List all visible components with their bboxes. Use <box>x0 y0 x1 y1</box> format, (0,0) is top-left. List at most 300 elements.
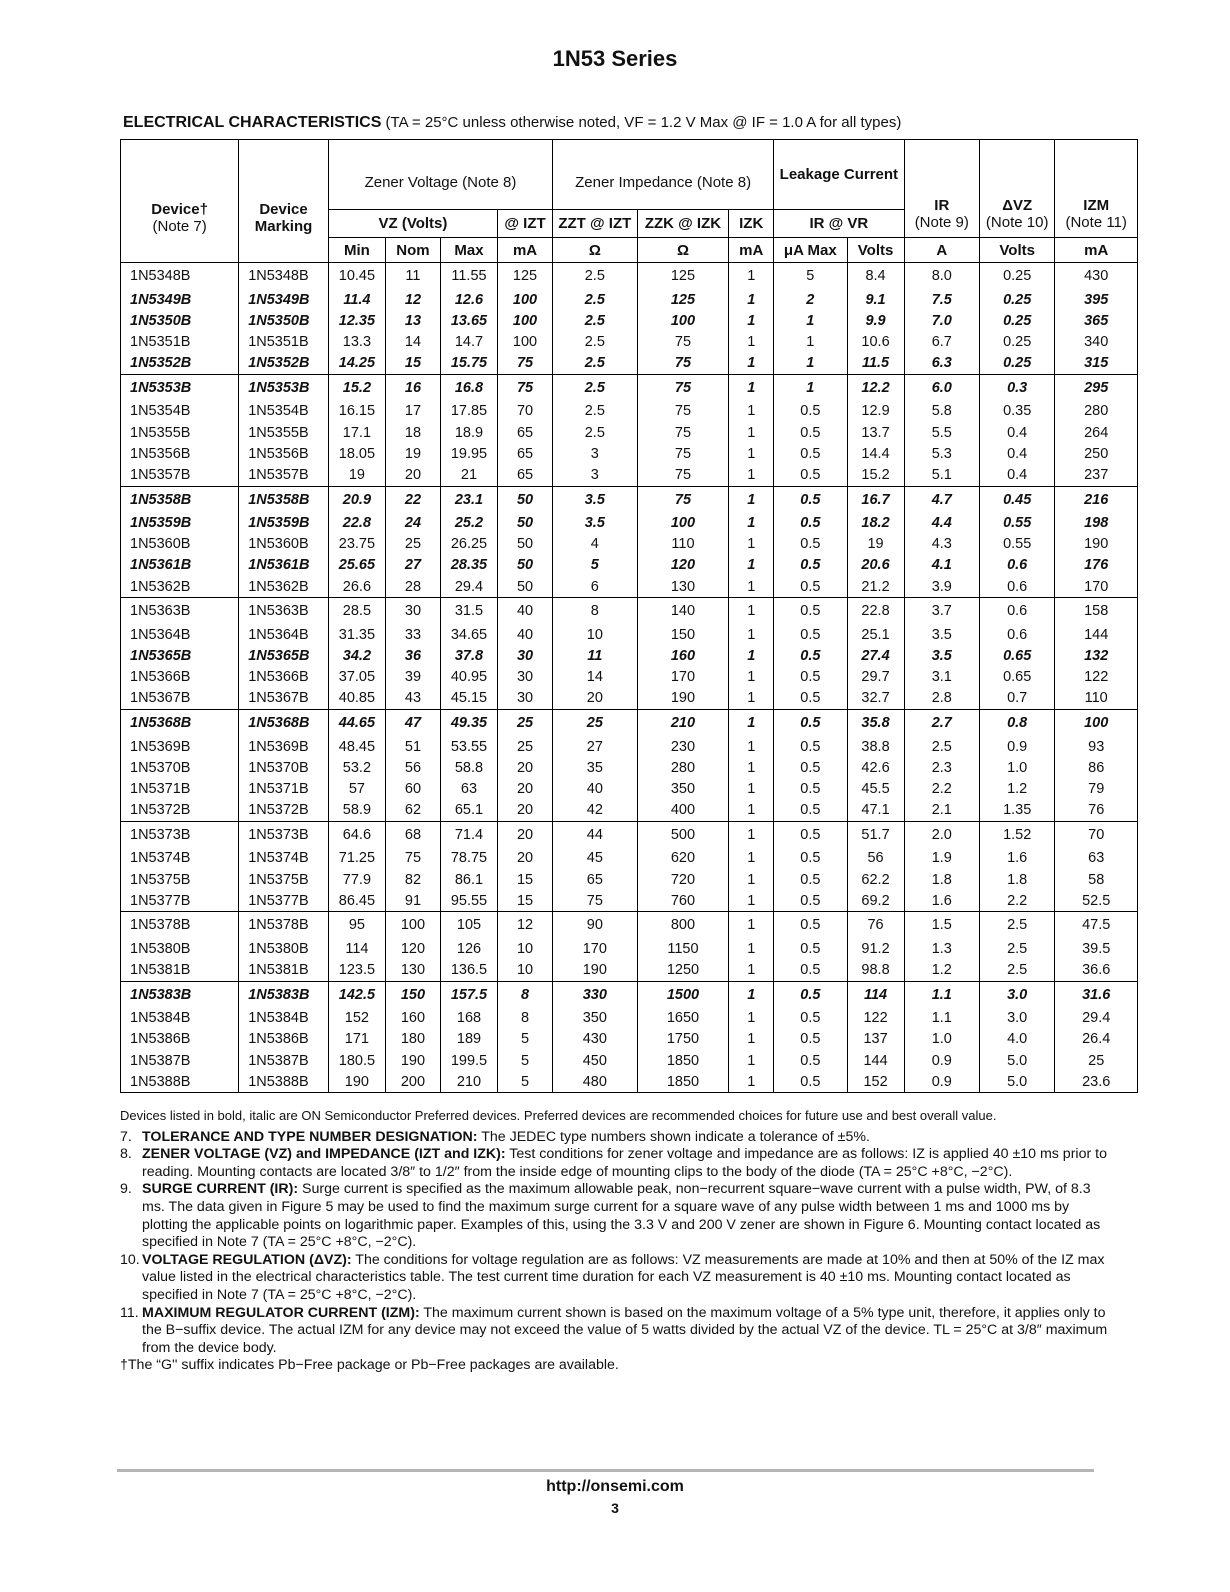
cell-zzt: 2.5 <box>553 331 638 352</box>
cell-zzk: 150 <box>637 624 729 645</box>
cell-device: 1N5356B <box>121 443 239 464</box>
cell-max: 40.95 <box>440 667 497 688</box>
table-row <box>121 353 1138 375</box>
cell-min: 23.75 <box>328 534 385 555</box>
cell-ir: 0.5 <box>774 869 847 890</box>
note-text <box>142 1146 1112 1181</box>
cell-zzt: 44 <box>553 821 638 848</box>
cell-izt: 30 <box>498 667 553 688</box>
cell-zzt: 20 <box>553 688 638 710</box>
cell-vr: 14.4 <box>847 443 904 464</box>
cell-device: 1N5384B <box>121 1008 239 1029</box>
table-row <box>121 800 1138 822</box>
cell-max: 86.1 <box>440 869 497 890</box>
cell-nom: 33 <box>385 624 440 645</box>
cell-zzk: 100 <box>637 310 729 331</box>
cell-izk: 1 <box>729 443 774 464</box>
cell-ir: 0.5 <box>774 464 847 486</box>
cell-zzt: 27 <box>553 736 638 757</box>
cell-zzt: 14 <box>553 667 638 688</box>
cell-nom: 36 <box>385 645 440 666</box>
cell-izm: 23.6 <box>1055 1071 1138 1093</box>
cell-zzt: 2.5 <box>553 289 638 310</box>
cell-zzk: 125 <box>637 263 729 290</box>
cell-min: 71.25 <box>328 848 385 869</box>
cell-nom: 25 <box>385 534 440 555</box>
cell-izt: 100 <box>498 331 553 352</box>
cell-izk: 1 <box>729 912 774 939</box>
cell-vr: 9.9 <box>847 310 904 331</box>
cell-zzt: 3.5 <box>553 513 638 534</box>
table-row <box>121 464 1138 486</box>
cell-device: 1N5380B <box>121 938 239 959</box>
header-dvz: ΔVZ (Note 10) <box>979 140 1054 238</box>
cell-marking: 1N5353B <box>239 374 329 401</box>
cell-zzk: 75 <box>637 443 729 464</box>
cell-irs: 1.3 <box>904 938 979 959</box>
unit-max: Max <box>440 238 497 263</box>
header-device-blank <box>121 238 239 263</box>
cell-irs: 2.0 <box>904 821 979 848</box>
table-row <box>121 778 1138 799</box>
cell-vr: 22.8 <box>847 598 904 625</box>
cell-izm: 198 <box>1055 513 1138 534</box>
header-leakage: Leakage Current <box>774 140 904 210</box>
cell-ir: 0.5 <box>774 667 847 688</box>
cell-nom: 12 <box>385 289 440 310</box>
cell-izt: 50 <box>498 555 553 576</box>
cell-ir: 0.5 <box>774 513 847 534</box>
table-row <box>121 688 1138 710</box>
table-row <box>121 624 1138 645</box>
cell-nom: 82 <box>385 869 440 890</box>
cell-zzk: 75 <box>637 374 729 401</box>
cell-nom: 14 <box>385 331 440 352</box>
cell-zzt: 6 <box>553 576 638 598</box>
cell-dvz: 0.6 <box>979 624 1054 645</box>
cell-vr: 76 <box>847 912 904 939</box>
cell-zzt: 40 <box>553 778 638 799</box>
cell-vr: 91.2 <box>847 938 904 959</box>
cell-izm: 70 <box>1055 821 1138 848</box>
cell-dvz: 2.5 <box>979 938 1054 959</box>
cell-device: 1N5361B <box>121 555 239 576</box>
cell-vr: 9.1 <box>847 289 904 310</box>
cell-device: 1N5366B <box>121 667 239 688</box>
cell-min: 48.45 <box>328 736 385 757</box>
table-row <box>121 757 1138 778</box>
cell-nom: 16 <box>385 374 440 401</box>
cell-min: 34.2 <box>328 645 385 666</box>
cell-izk: 1 <box>729 263 774 290</box>
cell-zzk: 500 <box>637 821 729 848</box>
cell-vr: 18.2 <box>847 513 904 534</box>
unit-min: Min <box>328 238 385 263</box>
cell-ir: 0.5 <box>774 422 847 443</box>
cell-dvz: 1.0 <box>979 757 1054 778</box>
cell-izk: 1 <box>729 401 774 422</box>
cell-dvz: 0.6 <box>979 576 1054 598</box>
cell-max: 37.8 <box>440 645 497 666</box>
cell-izt: 20 <box>498 821 553 848</box>
note-text <box>142 1181 1112 1251</box>
cell-dvz: 0.25 <box>979 263 1054 290</box>
cell-max: 13.65 <box>440 310 497 331</box>
cell-ir: 0.5 <box>774 576 847 598</box>
cell-irs: 1.1 <box>904 1008 979 1029</box>
cell-izt: 125 <box>498 263 553 290</box>
note-body: The maximum current shown is based on the maximum voltage of a 5% type unit, therefore, it applies only to the B−suffix device. The actual IZM for any device may not exceed the value of 5 watts divided by the actual VZ of the device. TL = 25°C at 3/8″ maximum from the device body. <box>142 1304 1108 1356</box>
cell-device: 1N5370B <box>121 757 239 778</box>
cell-vr: 25.1 <box>847 624 904 645</box>
cell-zzt: 42 <box>553 800 638 822</box>
cell-dvz: 1.52 <box>979 821 1054 848</box>
cell-max: 58.8 <box>440 757 497 778</box>
note-title: MAXIMUM REGULATOR CURRENT (IZM): <box>142 1304 420 1321</box>
table-row <box>121 890 1138 912</box>
notes-intro: Devices listed in bold, italic are ON Semiconductor Preferred devices. Preferred devices are recommended choices for future use and best overall value. <box>120 1108 997 1123</box>
cell-vr: 13.7 <box>847 422 904 443</box>
cell-izm: 250 <box>1055 443 1138 464</box>
cell-izt: 20 <box>498 800 553 822</box>
cell-izk: 1 <box>729 848 774 869</box>
cell-irs: 1.6 <box>904 890 979 912</box>
note-body: The conditions for voltage regulation are as follows: VZ measurements are made at 10% and then at 50% of the IZ max value listed in the electrical characteristics table. The test current time duration for each VZ measurement is 40 ±10 ms. Mounting contact located as specified in Note 7 (TA = 25°C +8°C, −2°C). <box>142 1251 1105 1303</box>
cell-device: 1N5359B <box>121 513 239 534</box>
cell-device: 1N5368B <box>121 710 239 737</box>
note-item <box>120 1305 1112 1358</box>
cell-irs: 3.1 <box>904 667 979 688</box>
cell-marking: 1N5378B <box>239 912 329 939</box>
cell-vr: 21.2 <box>847 576 904 598</box>
header-zener-voltage: Zener Voltage (Note 8) <box>328 140 552 210</box>
table-row <box>121 1050 1138 1071</box>
cell-min: 171 <box>328 1029 385 1050</box>
cell-vr: 144 <box>847 1050 904 1071</box>
cell-max: 189 <box>440 1029 497 1050</box>
cell-ir: 0.5 <box>774 1029 847 1050</box>
cell-nom: 47 <box>385 710 440 737</box>
cell-irs: 5.5 <box>904 422 979 443</box>
cell-nom: 13 <box>385 310 440 331</box>
cell-nom: 22 <box>385 486 440 513</box>
cell-izm: 79 <box>1055 778 1138 799</box>
cell-marking: 1N5367B <box>239 688 329 710</box>
cell-izk: 1 <box>729 821 774 848</box>
cell-izt: 20 <box>498 757 553 778</box>
cell-min: 95 <box>328 912 385 939</box>
cell-irs: 2.2 <box>904 778 979 799</box>
cell-vr: 122 <box>847 1008 904 1029</box>
cell-izk: 1 <box>729 1029 774 1050</box>
cell-irs: 2.3 <box>904 757 979 778</box>
note-number: 7. <box>120 1128 132 1145</box>
cell-zzt: 10 <box>553 624 638 645</box>
cell-dvz: 2.5 <box>979 960 1054 982</box>
cell-dvz: 0.65 <box>979 667 1054 688</box>
cell-dvz: 0.4 <box>979 422 1054 443</box>
header-device: Device† (Note 7) <box>121 140 239 238</box>
header-zzk: ZZK @ IZK <box>637 210 729 238</box>
cell-device: 1N5386B <box>121 1029 239 1050</box>
cell-ir: 5 <box>774 263 847 290</box>
cell-min: 10.45 <box>328 263 385 290</box>
cell-max: 18.9 <box>440 422 497 443</box>
cell-izm: 158 <box>1055 598 1138 625</box>
cell-min: 15.2 <box>328 374 385 401</box>
cell-marking: 1N5351B <box>239 331 329 352</box>
cell-device: 1N5357B <box>121 464 239 486</box>
cell-vr: 8.4 <box>847 263 904 290</box>
cell-device: 1N5349B <box>121 289 239 310</box>
cell-dvz: 5.0 <box>979 1050 1054 1071</box>
cell-dvz: 0.25 <box>979 331 1054 352</box>
cell-vr: 20.6 <box>847 555 904 576</box>
cell-zzt: 75 <box>553 890 638 912</box>
cell-izt: 50 <box>498 513 553 534</box>
cell-max: 11.55 <box>440 263 497 290</box>
cell-zzk: 210 <box>637 710 729 737</box>
cell-max: 53.55 <box>440 736 497 757</box>
cell-izt: 50 <box>498 576 553 598</box>
cell-dvz: 1.6 <box>979 848 1054 869</box>
cell-ir: 0.5 <box>774 598 847 625</box>
cell-device: 1N5352B <box>121 353 239 375</box>
cell-dvz: 0.55 <box>979 534 1054 555</box>
cell-zzk: 160 <box>637 645 729 666</box>
cell-device: 1N5372B <box>121 800 239 822</box>
cell-irs: 6.7 <box>904 331 979 352</box>
cell-izm: 122 <box>1055 667 1138 688</box>
cell-zzk: 75 <box>637 422 729 443</box>
cell-izm: 340 <box>1055 331 1138 352</box>
cell-vr: 29.7 <box>847 667 904 688</box>
cell-min: 86.45 <box>328 890 385 912</box>
cell-irs: 8.0 <box>904 263 979 290</box>
cell-dvz: 0.9 <box>979 736 1054 757</box>
cell-izk: 1 <box>729 869 774 890</box>
cell-zzt: 2.5 <box>553 422 638 443</box>
cell-izm: 216 <box>1055 486 1138 513</box>
cell-izk: 1 <box>729 576 774 598</box>
cell-irs: 1.2 <box>904 960 979 982</box>
cell-device: 1N5350B <box>121 310 239 331</box>
unit-izt: mA <box>498 238 553 263</box>
cell-zzk: 230 <box>637 736 729 757</box>
cell-izm: 365 <box>1055 310 1138 331</box>
cell-min: 180.5 <box>328 1050 385 1071</box>
cell-vr: 45.5 <box>847 778 904 799</box>
cell-min: 25.65 <box>328 555 385 576</box>
cell-marking: 1N5359B <box>239 513 329 534</box>
cell-izm: 430 <box>1055 263 1138 290</box>
cell-min: 40.85 <box>328 688 385 710</box>
cell-device: 1N5360B <box>121 534 239 555</box>
cell-zzt: 2.5 <box>553 374 638 401</box>
cell-irs: 6.0 <box>904 374 979 401</box>
cell-max: 126 <box>440 938 497 959</box>
cell-device: 1N5369B <box>121 736 239 757</box>
cell-izk: 1 <box>729 667 774 688</box>
cell-nom: 68 <box>385 821 440 848</box>
cell-min: 14.25 <box>328 353 385 375</box>
cell-izt: 75 <box>498 374 553 401</box>
cell-max: 49.35 <box>440 710 497 737</box>
cell-zzt: 2.5 <box>553 401 638 422</box>
cell-vr: 15.2 <box>847 464 904 486</box>
cell-min: 190 <box>328 1071 385 1093</box>
cell-zzt: 190 <box>553 960 638 982</box>
cell-min: 13.3 <box>328 331 385 352</box>
footer-divider <box>117 1469 1094 1472</box>
cell-nom: 39 <box>385 667 440 688</box>
cell-device: 1N5355B <box>121 422 239 443</box>
electrical-characteristics-table <box>120 139 1138 1093</box>
cell-vr: 32.7 <box>847 688 904 710</box>
cell-zzk: 620 <box>637 848 729 869</box>
footer-url[interactable]: http://onsemi.com <box>546 1478 684 1495</box>
cell-izk: 1 <box>729 688 774 710</box>
cell-izm: 176 <box>1055 555 1138 576</box>
notes-section <box>120 1107 1112 1375</box>
cell-ir: 0.5 <box>774 710 847 737</box>
cell-max: 25.2 <box>440 513 497 534</box>
cell-ir: 0.5 <box>774 757 847 778</box>
cell-ir: 0.5 <box>774 912 847 939</box>
cell-zzt: 170 <box>553 938 638 959</box>
cell-max: 16.8 <box>440 374 497 401</box>
cell-vr: 51.7 <box>847 821 904 848</box>
unit-irs: A <box>904 238 979 263</box>
table-row <box>121 1071 1138 1093</box>
cell-marking: 1N5370B <box>239 757 329 778</box>
header-marking-blank <box>239 238 329 263</box>
cell-device: 1N5381B <box>121 960 239 982</box>
cell-nom: 150 <box>385 981 440 1008</box>
cell-nom: 24 <box>385 513 440 534</box>
cell-max: 95.55 <box>440 890 497 912</box>
cell-ir: 0.5 <box>774 848 847 869</box>
table-row <box>121 960 1138 982</box>
cell-ir: 0.5 <box>774 645 847 666</box>
cell-zzk: 1850 <box>637 1071 729 1093</box>
cell-zzt: 430 <box>553 1029 638 1050</box>
cell-irs: 2.1 <box>904 800 979 822</box>
cell-dvz: 0.8 <box>979 710 1054 737</box>
cell-izt: 12 <box>498 912 553 939</box>
cell-marking: 1N5360B <box>239 534 329 555</box>
cell-marking: 1N5372B <box>239 800 329 822</box>
cell-izt: 15 <box>498 890 553 912</box>
cell-izt: 5 <box>498 1071 553 1093</box>
cell-ir: 0.5 <box>774 821 847 848</box>
cell-max: 63 <box>440 778 497 799</box>
cell-device: 1N5388B <box>121 1071 239 1093</box>
note-number: 9. <box>120 1181 132 1198</box>
cell-max: 31.5 <box>440 598 497 625</box>
cell-zzk: 120 <box>637 555 729 576</box>
cell-izk: 1 <box>729 353 774 375</box>
header-ir: IR (Note 9) <box>904 140 979 238</box>
cell-min: 18.05 <box>328 443 385 464</box>
cell-min: 19 <box>328 464 385 486</box>
cell-dvz: 1.2 <box>979 778 1054 799</box>
cell-irs: 7.0 <box>904 310 979 331</box>
cell-izt: 30 <box>498 688 553 710</box>
note-number: 10. <box>120 1251 140 1268</box>
note-title: VOLTAGE REGULATION (ΔVZ): <box>142 1251 352 1268</box>
cell-marking: 1N5387B <box>239 1050 329 1071</box>
cell-ir: 0.5 <box>774 778 847 799</box>
table-heading: ELECTRICAL CHARACTERISTICS <box>123 114 382 131</box>
cell-izm: 52.5 <box>1055 890 1138 912</box>
cell-zzk: 1750 <box>637 1029 729 1050</box>
cell-zzt: 480 <box>553 1071 638 1093</box>
cell-marking: 1N5362B <box>239 576 329 598</box>
cell-zzk: 720 <box>637 869 729 890</box>
cell-zzt: 2.5 <box>553 353 638 375</box>
cell-device: 1N5377B <box>121 890 239 912</box>
cell-max: 21 <box>440 464 497 486</box>
cell-ir: 0.5 <box>774 1008 847 1029</box>
cell-zzk: 125 <box>637 289 729 310</box>
pb-free-note: †The “G'' suffix indicates Pb−Free package or Pb−Free packages are available. <box>120 1357 619 1374</box>
cell-nom: 19 <box>385 443 440 464</box>
cell-izk: 1 <box>729 778 774 799</box>
table-row <box>121 289 1138 310</box>
cell-zzk: 350 <box>637 778 729 799</box>
cell-marking: 1N5373B <box>239 821 329 848</box>
cell-ir: 0.5 <box>774 401 847 422</box>
cell-min: 123.5 <box>328 960 385 982</box>
unit-ir: μA Max <box>774 238 847 263</box>
cell-ir: 0.5 <box>774 688 847 710</box>
cell-marking: 1N5383B <box>239 981 329 1008</box>
cell-nom: 18 <box>385 422 440 443</box>
cell-nom: 120 <box>385 938 440 959</box>
unit-vr: Volts <box>847 238 904 263</box>
cell-max: 168 <box>440 1008 497 1029</box>
cell-izt: 50 <box>498 486 553 513</box>
cell-ir: 0.5 <box>774 624 847 645</box>
cell-device: 1N5374B <box>121 848 239 869</box>
cell-irs: 5.3 <box>904 443 979 464</box>
cell-marking: 1N5366B <box>239 667 329 688</box>
cell-izm: 110 <box>1055 688 1138 710</box>
cell-min: 58.9 <box>328 800 385 822</box>
header-izm: IZM (Note 11) <box>1055 140 1138 238</box>
cell-marking: 1N5381B <box>239 960 329 982</box>
note-number: 11. <box>120 1304 139 1321</box>
cell-ir: 0.5 <box>774 960 847 982</box>
table-row <box>121 1029 1138 1050</box>
cell-min: 12.35 <box>328 310 385 331</box>
table-row <box>121 443 1138 464</box>
cell-izt: 40 <box>498 624 553 645</box>
page-number: 3 <box>611 1500 619 1516</box>
cell-zzk: 800 <box>637 912 729 939</box>
cell-izt: 5 <box>498 1050 553 1071</box>
cell-irs: 1.5 <box>904 912 979 939</box>
table-row <box>121 576 1138 598</box>
cell-izm: 39.5 <box>1055 938 1138 959</box>
header-marking: Device Marking <box>239 140 329 238</box>
cell-izk: 1 <box>729 598 774 625</box>
cell-max: 15.75 <box>440 353 497 375</box>
cell-marking: 1N5388B <box>239 1071 329 1093</box>
cell-izk: 1 <box>729 960 774 982</box>
cell-irs: 4.4 <box>904 513 979 534</box>
